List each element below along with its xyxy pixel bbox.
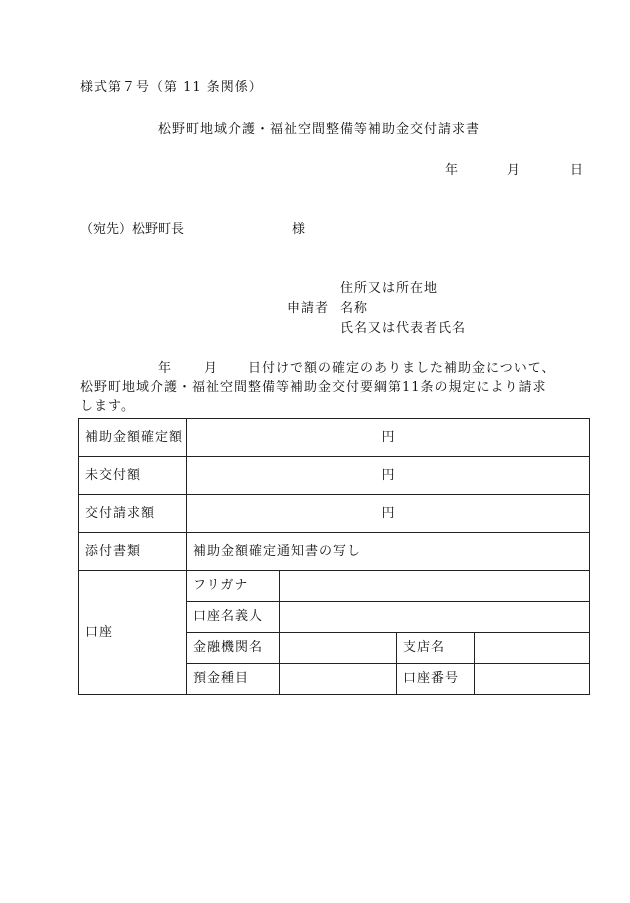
branch-name-field[interactable] xyxy=(475,633,590,664)
date-day-label: 日 xyxy=(570,163,584,178)
unpaid-amount-field[interactable] xyxy=(187,457,590,495)
yen-unit: 円 xyxy=(381,505,395,521)
bank-name-label: 金融機関名 xyxy=(187,633,280,664)
addressee-suffix: 様 xyxy=(292,222,306,237)
deposit-type-label: 預金種目 xyxy=(187,664,280,695)
applicant-representative-label: 氏名又は代表者氏名 xyxy=(340,321,467,336)
body-line-3: します。 xyxy=(80,399,135,414)
attachments-value: 補助金額確定通知書の写し xyxy=(187,533,590,571)
account-number-label: 口座番号 xyxy=(397,664,475,695)
body-line-1-text: 日付けで額の確定のありました補助金について、 xyxy=(248,361,556,376)
table-row xyxy=(79,419,590,457)
account-holder-field[interactable] xyxy=(280,602,590,633)
table-row xyxy=(79,533,590,571)
request-table xyxy=(78,418,590,695)
body-year-label: 年 xyxy=(158,361,173,376)
addressee xyxy=(80,222,306,238)
furigana-label: フリガナ xyxy=(187,571,280,602)
confirmed-amount-label: 補助金額確定額 xyxy=(79,419,187,457)
unpaid-amount-label: 未交付額 xyxy=(79,457,187,495)
table-row xyxy=(79,571,590,602)
table-row xyxy=(79,457,590,495)
branch-name-label: 支店名 xyxy=(397,633,475,664)
request-amount-label: 交付請求額 xyxy=(79,495,187,533)
body-month-label: 月 xyxy=(204,361,219,376)
account-label: 口座 xyxy=(79,571,187,695)
table-row xyxy=(79,495,590,533)
applicant-address-label: 住所又は所在地 xyxy=(340,281,439,296)
body-line-2: 松野町地域介護・福祉空間整備等補助金交付要綱第11条の規定により請求 xyxy=(80,380,547,395)
yen-unit: 円 xyxy=(381,467,395,483)
applicant-name-label: 名称 xyxy=(340,301,369,316)
yen-unit: 円 xyxy=(381,429,395,445)
deposit-type-field[interactable] xyxy=(280,664,397,695)
account-holder-label: 口座名義人 xyxy=(187,602,280,633)
form-number: 様式第７号（第 11 条関係） xyxy=(80,80,263,95)
applicant-label: 申請者 xyxy=(287,301,330,316)
account-number-field[interactable] xyxy=(475,664,590,695)
document-title: 松野町地域介護・福祉空間整備等補助金交付請求書 xyxy=(158,122,481,137)
addressee-prefix: （宛先）松野町長 xyxy=(80,222,185,237)
bank-name-field[interactable] xyxy=(280,633,397,664)
attachments-label: 添付書類 xyxy=(79,533,187,571)
request-amount-field[interactable] xyxy=(187,495,590,533)
date-year-label: 年 xyxy=(445,163,459,178)
confirmed-amount-field[interactable] xyxy=(187,419,590,457)
date-month-label: 月 xyxy=(507,163,521,178)
furigana-field[interactable] xyxy=(280,571,590,602)
